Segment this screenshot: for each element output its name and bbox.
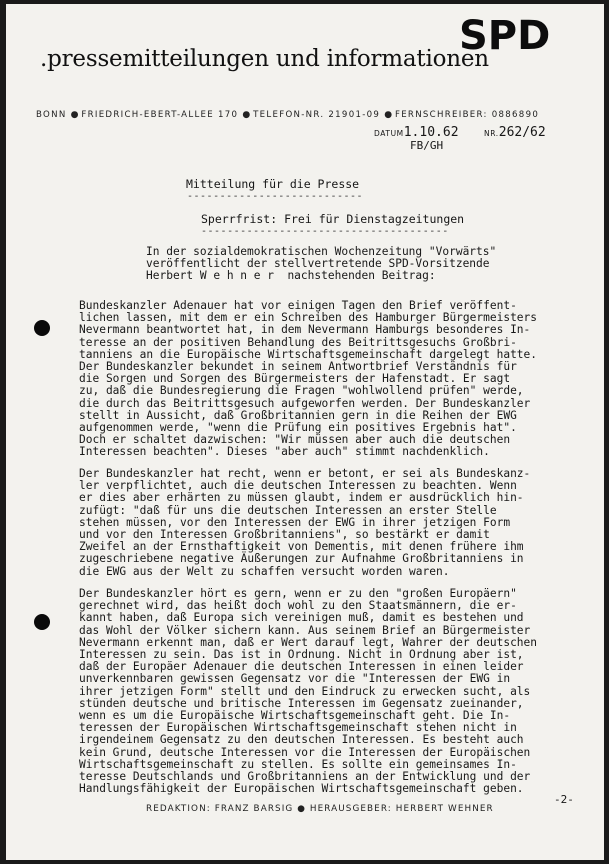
- text-line: teresse an der positiven Behandlung des Beitrittsgesuchs Großbri-: [79, 335, 517, 349]
- text-line: aufgenommen werde, "wenn die Prüfung ein positives Ergebnis hat".: [79, 421, 517, 435]
- text-line: Zweifel an der Ernsthaftigkeit von Dementis, mit denen frühere ihm: [79, 540, 524, 554]
- text-line: Interessen zu sein. Das ist in Ordnung. Nicht in Ordnung aber ist,: [79, 648, 524, 662]
- address-city: BONN: [36, 110, 67, 120]
- text-line: zu, daß die Bundesregierung die Fragen "wohlwollend prüfen" werde,: [79, 384, 524, 398]
- text-line: daß der Europäer Adenauer die deutschen Interessen in einen leider: [79, 660, 524, 674]
- initials: FB/GH: [410, 139, 444, 152]
- body-paragraph-1: [79, 300, 537, 459]
- release-title: Mitteilung für die Presse: [186, 177, 360, 191]
- text-line: stehen müssen, vor den Interessen der EWG in ihrer jetzigen Form: [79, 515, 511, 529]
- text-line: kannt haben, daß Europa sich vereinigen muß, damit es bestehen und: [79, 611, 524, 625]
- header-title: .pressemitteilungen und informationen: [40, 46, 489, 72]
- text-line: stünden deutsche und britische Interessen im Gegensatz zueinander,: [79, 696, 524, 710]
- text-line: Herbert W e h n e r nachstehenden Beitrag:: [146, 269, 436, 283]
- text-line: Handlungsfähigkeit der Europäischen Wirtschaftsgemeinschaft geben.: [79, 782, 524, 796]
- text-line: Bundeskanzler Adenauer hat vor einigen Tagen den Brief veröffent-: [79, 299, 517, 312]
- text-line: ler verpflichtet, auch die deutschen Interessen zu beachten. Wenn: [79, 479, 517, 493]
- text-line: teressen der Europäischen Wirtschaftsgemeinschaft stehen nicht in: [79, 721, 517, 735]
- text-line: Doch er schaltet dazwischen: "Wir müssen aber auch die deutschen: [79, 433, 511, 447]
- text-line: veröffentlicht der stellvertretende SPD-Vorsitzende: [146, 257, 490, 271]
- text-line: wenn es um die Europäische Wirtschaftsgemeinschaft geht. Die In-: [79, 709, 511, 723]
- number-value: 262/62: [498, 125, 546, 140]
- text-line: Der Bundeskanzler hat recht, wenn er betont, er sei als Bundeskanz-: [79, 467, 531, 480]
- text-line: Der Bundeskanzler hört es gern, wenn er zu den "großen Europäern": [79, 587, 517, 600]
- text-line: Nevermann beantwortet hat, in dem Nevermann Hamburgs besonderes In-: [79, 323, 531, 337]
- text-line: das Wohl der Völker sichern kann. Aus seinem Brief an Bürgermeister: [79, 623, 531, 637]
- intro-paragraph: [146, 246, 496, 283]
- document-page: [6, 4, 604, 860]
- text-line: In der sozialdemokratischen Wochenzeitung "Vorwärts": [146, 245, 497, 258]
- text-line: und vor den Interessen Großbritanniens", so bestärkt er damit: [79, 528, 490, 542]
- date-label: DATUM: [374, 129, 404, 138]
- text-line: er dies aber erhärten zu müssen glaubt, indem er ausdrücklich hin-: [79, 491, 524, 505]
- text-line: teresse Deutschlands und Großbritanniens an der Entwicklung und der: [79, 770, 531, 784]
- punch-hole: [34, 320, 50, 336]
- body-paragraph-2: [79, 468, 530, 578]
- text-line: die durch das Beitrittsgesuch aufgeworfen werden. Der Bundeskanzler: [79, 396, 531, 410]
- address-telex: FERNSCHREIBER: 0886890: [394, 110, 540, 120]
- body-paragraph-3: [79, 588, 537, 795]
- address-phone: TELEFON-NR. 21901-09: [253, 110, 381, 120]
- text-line: zugeschriebene negative Äußerungen zur Aufnahme Großbritanniens in: [79, 552, 524, 566]
- bullet-icon: ●: [242, 110, 254, 120]
- date-value: 1.10.62: [403, 125, 459, 140]
- text-line: lichen lassen, mit dem er ein Schreiben des Hamburger Bürgermeisters: [79, 311, 538, 325]
- address-line: [36, 110, 539, 120]
- address-street: FRIEDRICH-EBERT-ALLEE 170: [81, 110, 239, 120]
- text-line: kein Grund, deutsche Interessen vor die Interessen der Europäischen: [79, 745, 531, 759]
- punch-hole: [34, 614, 50, 630]
- footer-line: REDAKTION: FRANZ BARSIG ● HERAUSGEBER: HERBERT WEHNER: [146, 804, 494, 814]
- number-label: NR.: [484, 129, 499, 138]
- underline-rule: ---------------------------: [187, 191, 364, 202]
- page-continuation: -2-: [554, 793, 574, 806]
- text-line: Nevermann erkennt man, daß er Wert darauf legt, Wahrer der deutschen: [79, 635, 538, 649]
- date-field: [374, 125, 459, 140]
- text-line: Interessen beachten". Dieses "aber auch" stimmt nachdenklich.: [79, 445, 490, 459]
- text-line: gerechnet wird, das heißt doch wohl zu den Staatsmännern, die er-: [79, 599, 517, 613]
- bullet-icon: ●: [70, 110, 82, 120]
- underline-rule: --------------------------------------: [201, 226, 449, 237]
- text-line: stellt in Aussicht, daß Großbritannien gern in die Reihen der EWG: [79, 408, 517, 422]
- text-line: zufügt: "daß für uns die deutschen Interessen an erster Stelle: [79, 503, 497, 517]
- spd-logo: SPD: [459, 13, 551, 59]
- bullet-icon: ●: [384, 110, 395, 120]
- embargo-line: Sperrfrist: Frei für Dienstagzeitungen: [201, 212, 465, 226]
- text-line: tanniens an die Europäische Wirtschaftsgemeinschaft dargelegt hatte.: [79, 347, 538, 361]
- text-line: ihrer jetzigen Form" stellt und den Eindruck zu erwecken sucht, als: [79, 684, 531, 698]
- text-line: unverkennbaren gewissen Gegensatz vor die "Interessen der EWG in: [79, 672, 511, 686]
- text-line: Wirtschaftsgemeinschaft zu stellen. Es sollte ein gemeinsames In-: [79, 757, 517, 771]
- text-line: die EWG aus der Welt zu schaffen versucht worden waren.: [79, 564, 450, 578]
- number-field: [484, 125, 546, 140]
- text-line: irgendeinem Gegensatz zu den deutschen Interessen. Es besteht auch: [79, 733, 524, 747]
- text-line: Der Bundeskanzler bekundet in seinem Antwortbrief Verständnis für: [79, 360, 517, 374]
- text-line: die Sorgen und Sorgen des Bürgermeisters der Hafenstadt. Er sagt: [79, 372, 511, 386]
